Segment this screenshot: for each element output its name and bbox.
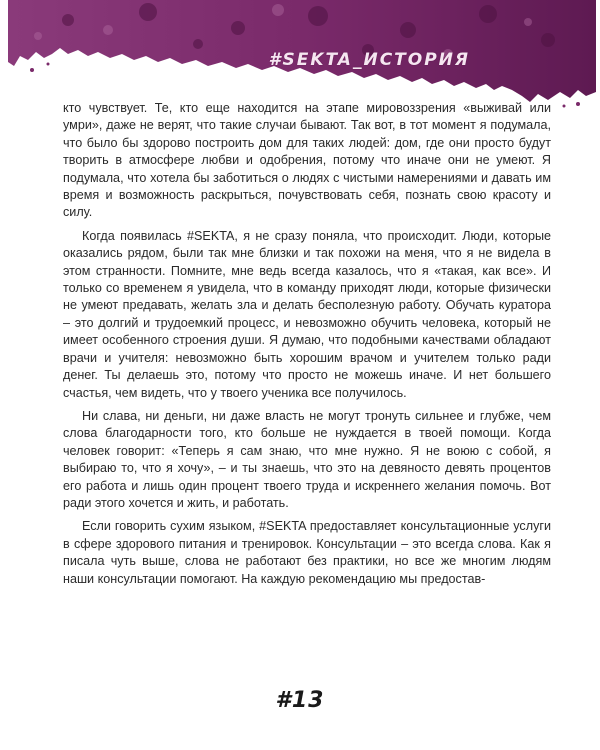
page-number: #13 xyxy=(275,688,325,713)
article-body xyxy=(63,100,551,594)
paragraph: Ни слава, ни деньги, ни даже власть не могут тронуть сильнее и глубже, чем слова благодарности того, кто больше не нуждается в твоей помощи. Когда человек говорит: «Теперь я сам знаю, что мне нужно. Я не воюю с собой, я выбираю то, что я хочу», – и ты знаешь, что это на девяносто девять процентов его работа и лишь один процент твоего труда и искреннего желания помочь. Вот ради этого хочется и жить, и работать. xyxy=(63,408,551,510)
paragraph: Если говорить сухим языком, #SEKTA предоставляет консультационные услуги в сфере здорового питания и тренировок. Консультации – это всегда слова. Как я писала чуть выше, слова не работают без практики, но все же многим людям наши консультации помогают. На каждую рекомендацию мы предостав- xyxy=(63,519,551,586)
paragraph: кто чувствует. Те, кто еще находится на этапе мировоззрения «выживай или умри», даже не верят, что такие случаи бывают. Так вот, в тот момент я подумала, что было бы здорово построить дом для таких людей: дом, где они просто будут творить в атмосфере любви и одобрения, потому что иначе они не умеют. Я подумала, что хотела бы заботиться о людях с чистыми намерениями и давать им время и возможность раскрыться, почувствовать себя, познать свою красоту и силу. xyxy=(63,101,551,220)
paragraph: Когда появилась #SEKTA, я не сразу поняла, что происходит. Люди, которые оказались рядом, были так мне близки и так похожи на меня, что я не видела в этом странности. Помните, мне ведь всегда казалось, что я «такая, как все». И только со временем я увидела, что в команду приходят люди, которые физически не умеют предавать, желать зла и делать бесполезную работу. Обучать куратора – это долгий и трудоемкий процесс, и невозможно обучить человека, который не имеет особенного строения души. Я думаю, что подобными качествами обладают врачи и учителя: невозможно быть хорошим врачом и учителем только ради денег. Ты делаешь это, потому что просто не можешь иначе. И нет большего счастья, чем видеть, что у твоего ученика все получилось. xyxy=(63,228,551,400)
section-title: #SEKTA_ИСТОРИЯ xyxy=(268,50,470,70)
